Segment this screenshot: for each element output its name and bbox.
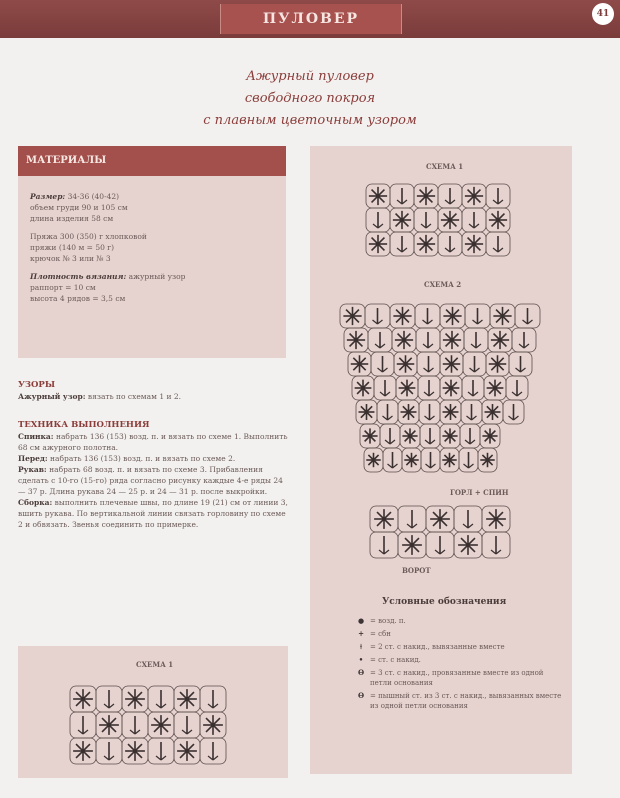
legend-item (352, 616, 562, 626)
chart-flower-center (498, 338, 502, 342)
materials-line: длина изделия 58 см (30, 214, 114, 223)
legend-item (352, 668, 562, 688)
materials-body (18, 176, 286, 319)
chart-flower-center (451, 314, 455, 318)
scheme-box-left (18, 646, 288, 778)
chart-flower-center (159, 723, 163, 727)
instructions-column (18, 380, 288, 530)
chart-flower-center (450, 362, 454, 366)
chart-flower-center (449, 386, 453, 390)
materials-text: ажурный узор (128, 272, 186, 281)
legend-item (352, 629, 562, 639)
materials-line: высота 4 рядов = 3,5 см (30, 294, 126, 303)
materials-box (18, 146, 286, 358)
scheme-footer: ВОРОТ (402, 566, 431, 575)
chart-flower-center (472, 194, 476, 198)
paragraph-text: выполнить плечевые швы, по длине 19 (21) см от линии 3, вшить рукава. По вертикальной линии связать горловину по схеме 2 и обвязать. Звенья соединить по примерке. (18, 498, 288, 529)
legend-item (352, 691, 562, 711)
legend-text: = возд. п. (370, 617, 406, 625)
scheme-label: СХЕМА 1 (426, 162, 464, 171)
article-title-line: с плавным цветочным узором (203, 113, 417, 128)
chart-flower-center (496, 218, 500, 222)
technique-paragraph (18, 497, 288, 530)
chart-flower-center (410, 543, 414, 547)
legend-title: Условные обозначения (382, 597, 507, 607)
technique-heading: ТЕХНИКА ВЫПОЛНЕНИЯ (18, 420, 150, 430)
paragraph-text: набрать 136 (153) возд. п. и вязать по схеме 2. (50, 454, 236, 463)
materials-line: крючок № 3 или № 3 (30, 254, 111, 263)
legend-text: = 3 ст. с накид., провязанные вместе из одной петли основания (370, 669, 544, 687)
materials-label: Размер: (30, 192, 66, 201)
chart-flower-center (488, 434, 492, 438)
scheme-caption: ГОРЛ + СПИН (450, 488, 509, 497)
chart-flower-center (486, 458, 490, 462)
article-title-line: Ажурный пуловер (246, 69, 374, 84)
chart-flower-center (81, 749, 85, 753)
chart-flower-center (365, 410, 369, 414)
paragraph-label: Перед: (18, 454, 48, 463)
chart-flower-center (404, 362, 408, 366)
chart-flower-center (368, 434, 372, 438)
legend-item (352, 655, 562, 665)
legend-list (352, 616, 562, 714)
chart-flower-center (382, 517, 386, 521)
legend-symbol: ⟊ (360, 642, 362, 651)
materials-label: Плотность вязания: (30, 272, 127, 281)
paragraph-label: Спинка: (18, 432, 54, 441)
chart-flower-center (472, 242, 476, 246)
legend-symbol: Ɵ (357, 691, 365, 700)
materials-line: Пряжа 300 (350) г хлопковой (30, 232, 147, 241)
paragraph-label: Сборка: (18, 498, 53, 507)
chart-flower-center (185, 749, 189, 753)
scheme-label: СХЕМА 1 (136, 660, 174, 669)
paragraph-text: набрать 136 (153) возд. п. и вязать по схеме 1. Выполнить 68 см ажурного полотна. (18, 432, 288, 452)
chart-flower-center (466, 543, 470, 547)
materials-heading: МАТЕРИАЛЫ (18, 146, 286, 176)
chart-flower-center (407, 410, 411, 414)
pattern-line (18, 391, 288, 402)
legend-symbol: Ɵ (357, 668, 365, 677)
chart-flower-center (496, 362, 500, 366)
chart-flower-center (448, 218, 452, 222)
chart-flower-center (402, 338, 406, 342)
chart-flower-center (107, 723, 111, 727)
chart-flower-center (450, 338, 454, 342)
chart-flower-center (448, 458, 452, 462)
scheme-label: СХЕМА 2 (424, 280, 462, 289)
chart-flower-center (449, 410, 453, 414)
chart-flower-center (81, 697, 85, 701)
chart-flower-center (376, 242, 380, 246)
chart-flower-center (133, 749, 137, 753)
chart-flower-center (133, 697, 137, 701)
legend-item (352, 642, 562, 652)
patterns-heading: УЗОРЫ (18, 380, 56, 390)
technique-paragraph (18, 453, 288, 464)
chart-flower-center (351, 314, 355, 318)
pattern-text: вязать по схемам 1 и 2. (87, 392, 182, 401)
chart-flower-center (358, 362, 362, 366)
legend-symbol: ● (357, 616, 365, 625)
legend-text: = ст. с накид. (370, 656, 421, 664)
chart-flower-center (185, 697, 189, 701)
chart-flower-center (401, 314, 405, 318)
chart-flower-center (494, 517, 498, 521)
legend-text: = 2 ст. с накид., вывязанные вместе (370, 643, 505, 651)
materials-text: 34-36 (40-42) (67, 192, 120, 201)
materials-line (30, 191, 274, 202)
chart-flower-center (438, 517, 442, 521)
legend-text: = пышный ст. из 3 ст. с накид., вывязанных вместе из одной петли основания (370, 692, 562, 710)
legend-symbol: • (358, 655, 364, 664)
chart-flower-center (372, 458, 376, 462)
chart-flower-center (354, 338, 358, 342)
materials-line: раппорт = 10 см (30, 283, 96, 292)
legend-symbol: + (358, 629, 364, 638)
legend-text: = сбн (370, 630, 391, 638)
materials-line (30, 271, 274, 282)
chart-flower-center (376, 194, 380, 198)
chart-flower-center (211, 723, 215, 727)
chart-flower-center (491, 410, 495, 414)
chart-flower-center (424, 194, 428, 198)
chart-flower-center (448, 434, 452, 438)
chart-flower-center (361, 386, 365, 390)
page-section-title: ПУЛОВЕР (220, 4, 402, 34)
materials-line: пряжи (140 м = 50 г) (30, 243, 115, 252)
paragraph-label: Рукав: (18, 465, 47, 474)
chart-flower-center (400, 218, 404, 222)
technique-paragraph (18, 464, 288, 497)
pattern-label: Ажурный узор: (18, 392, 86, 401)
chart-flower-center (408, 434, 412, 438)
chart-flower-center (424, 242, 428, 246)
article-title (140, 66, 480, 132)
chart-flower-center (405, 386, 409, 390)
materials-line: объем груди 90 и 105 см (30, 203, 128, 212)
page-number: 41 (592, 3, 614, 25)
chart-flower-center (493, 386, 497, 390)
chart-flower-center (501, 314, 505, 318)
chart-flower-center (410, 458, 414, 462)
paragraph-text: набрать 68 возд. п. и вязать по схеме 3. Прибавления сделать с 10-го (15-го) ряда согласно рисунку каждые 4-е ряды 24 — 37 р. Длина рукава 24 — 25 р. и 24 — 31 р. после выкройки. (18, 465, 283, 496)
article-title-line: свободного покроя (244, 91, 376, 106)
technique-paragraph (18, 431, 288, 453)
